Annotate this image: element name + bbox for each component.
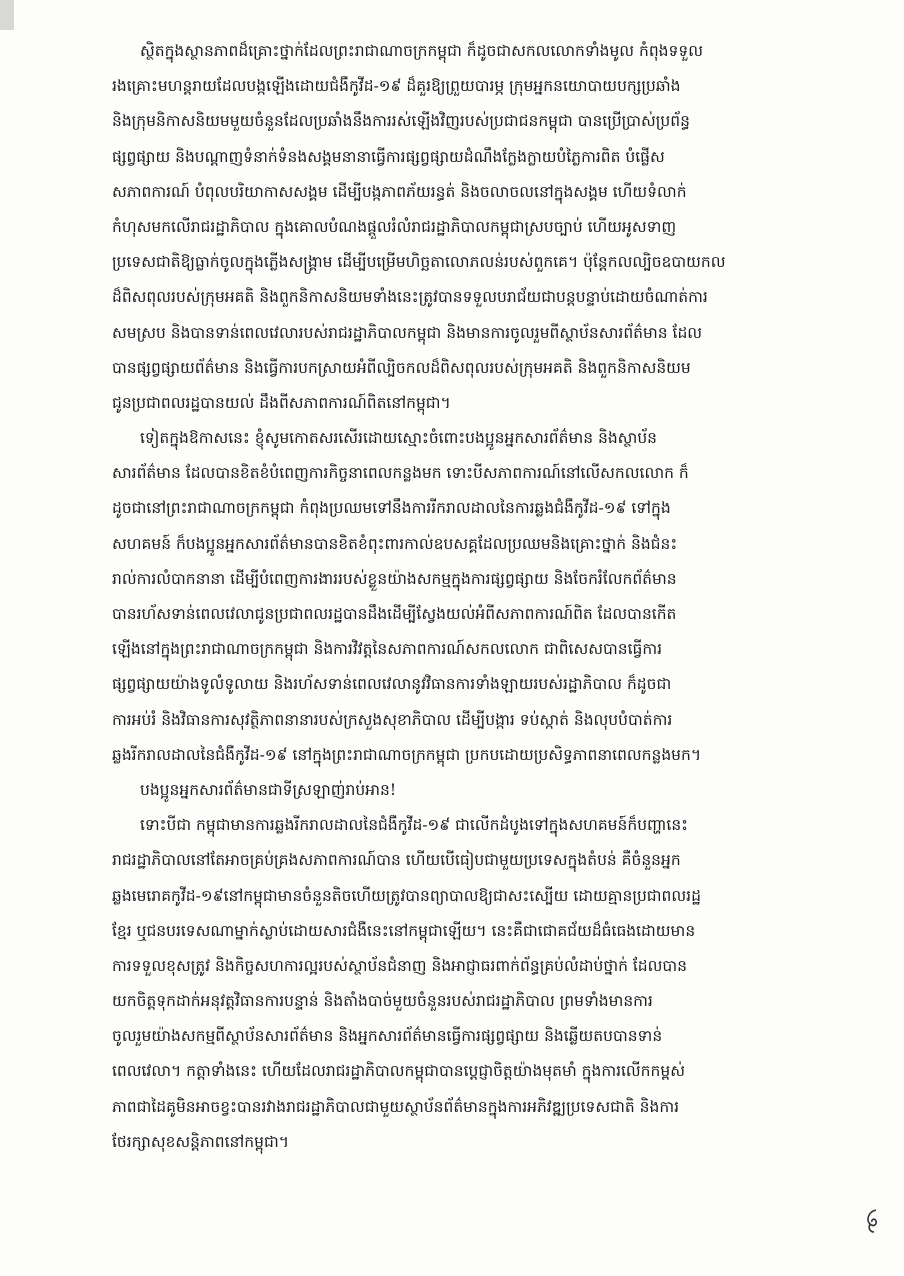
- paragraph-line: ភាពជាដៃគូមិនអាចខ្វះបានរវាងរាជរដ្ឋាភិបាលជាមួយស្ថាប័នព័ត៌មានក្នុងការអភិវឌ្ឍប្រទេសជាតិ និងការ: [112, 1097, 680, 1116]
- paragraph-line: បានផ្សព្វផ្សាយព័ត៌មាន និងធ្វើការបកស្រាយអំពីល្បិចកលដ៏ពិសពុលរបស់ក្រុមអគតិ និងពួកនិកាសនិយម: [112, 358, 691, 377]
- paragraph-line: ទៀតក្នុងឱកាសនេះ ខ្ញុំសូមកោតសរសើរដោយស្មោះចំពោះបងប្អូនអ្នកសារព័ត៌មាន និងស្ថាប័ន: [140, 429, 658, 448]
- paragraph-line: សារព័ត៌មាន ដែលបានខិតខំបំពេញការកិច្ចនាពេលកន្លងមក ទោះបីសភាពការណ៍នៅលើសកលលោក ក៏: [112, 464, 689, 483]
- salutation-line: បងប្អូនអ្នកសារព័ត៌មានជាទីស្រឡាញ់រាប់អាន!: [140, 780, 397, 799]
- paragraph-line: ពេលវេលា។ កត្តាទាំងនេះ ហើយដែលរាជរដ្ឋាភិបាលកម្ពុជាបានប្តេជ្ញាចិត្តយ៉ាងមុតមាំ ក្នុងការលើកកម្ពស់: [112, 1062, 685, 1081]
- paragraph-line: ឡើងនៅក្នុងព្រះរាជាណាចក្រកម្ពុជា និងការវិវត្តនៃសភាពការណ៍សកលលោក ជាពិសេសបានធ្វើការ: [112, 640, 663, 659]
- paragraph-line: ឆ្លងមេរោគកូវីដ-១៩នៅកម្ពុជាមានចំនួនតិចហើយត្រូវបានព្យាបាលឱ្យជាសះស្បើយ ដោយគ្មានប្រជាពលរដ្ឋ: [112, 886, 701, 905]
- salutation: [112, 773, 838, 808]
- scan-edge-mark: [0, 0, 14, 30]
- paragraph-line: ស្ថិតក្នុងស្ថានភាពដ៏គ្រោះថ្នាក់ដែលព្រះរាជាណាចក្រកម្ពុជា ក៏ដូចជាសកលលោកទាំងមូល កំពុងទទួល: [140, 42, 703, 60]
- paragraph-line: ចូលរួមយ៉ាងសកម្មពីស្ថាប័នសារព័ត៌មាន និងអ្នកសារព័ត៌មានធ្វើការផ្សព្វផ្សាយ និងឆ្លើយតបបានទាន់: [112, 1027, 663, 1046]
- paragraph-line: រងគ្រោះមហន្តរាយដែលបង្កឡើងដោយជំងឺកូវីដ-១៩ ដ៏គួរឱ្យព្រួយបារម្ភ ក្រុមអ្នកនយោបាយបក្សប្រឆាំង: [112, 77, 681, 96]
- paragraph-line: សភាពការណ៍ បំពុលបរិយាកាសសង្គម ដើម្បីបង្កភាពភ័យរន្ធត់ និងចលាចលនៅក្នុងសង្គម ហើយទំលាក់: [112, 182, 687, 201]
- paragraph-line: សហគមន៍ ក៏បងប្អូនអ្នកសារព័ត៌មានបានខិតខំពុះពារកាល់ឧបសគ្គដែលប្រឈមនិងគ្រោះថ្នាក់ និងជំនះ: [112, 534, 678, 553]
- paragraph-line: ថែរក្សាសុខសន្តិភាពនៅកម្ពុជា។: [112, 1132, 289, 1151]
- paragraph-line: សមស្រប និងបានទាន់ពេលវេលារបស់រាជរដ្ឋាភិបាលកម្ពុជា និងមានការចូលរួមពីស្ថាប័នសារព័ត៌មាន ដែល: [112, 323, 703, 342]
- paragraph-line: កំហុសមកលើរាជរដ្ឋាភិបាល ក្នុងគោលបំណងផ្តួលរំលំរាជរដ្ឋាភិបាលកម្ពុជាស្របច្បាប់ ហើយអូសទាញ: [112, 217, 677, 236]
- paragraph-line: និងក្រុមនិកាសនិយមមួយចំនួនដែលប្រឆាំងនឹងការរស់ឡើងវិញរបស់ប្រជាជនកម្ពុជា បានប្រើប្រាស់ប្រព័ន្ធ: [112, 112, 690, 131]
- paragraph-line: បានរហ័សទាន់ពេលវេលាជូនប្រជាពលរដ្ឋបានដឹងដើម្បីស្វែងយល់អំពីសភាពការណ៍ពិត ដែលបានកើត: [112, 605, 677, 623]
- paragraph-line: រាជរដ្ឋាភិបាលនៅតែអាចគ្រប់គ្រងសភាពការណ៍បាន ហើយបើធៀបជាមួយប្រទេសក្នុងតំបន់ គឺចំនួនអ្នក: [112, 851, 681, 870]
- paragraph-4: [112, 808, 838, 1160]
- paragraph-line: ផ្សព្វផ្សាយយ៉ាងទូលំទូលាយ និងរហ័សទាន់ពេលវេលានូវវិធានការទាំងឡាយរបស់រដ្ឋាភិបាល ក៏ដូចជា: [112, 675, 672, 694]
- document-body: [112, 34, 838, 1160]
- paragraph-line: ការអប់រំ និងវិធានការសុវត្ថិភាពនានារបស់ក្រសួងសុខាភិបាល ដើម្បីបង្ការ ទប់ស្កាត់ និងលុបបំបាត់ការ: [112, 710, 673, 729]
- paragraph-line: ការទទួលខុសត្រូវ និងកិច្ចសហការល្អរបស់ស្ថាប័នជំនាញ និងអាជ្ញាធរពាក់ព័ន្ធគ្រប់លំដាប់ថ្នាក់ ដែលបាន: [112, 956, 687, 975]
- paragraph-line: ផ្សព្វផ្សាយ និងបណ្តាញទំនាក់ទំនងសង្គមនានាធ្វើការផ្សព្វផ្សាយដំណឹងក្លែងក្លាយបំភ្លៃការពិត បំផ្លើស: [112, 147, 665, 166]
- initial-mark-icon: [864, 1208, 880, 1240]
- paragraph-line: ខ្មែរ ឬជនបរទេសណាម្នាក់ស្លាប់ដោយសារជំងឺនេះនៅកម្ពុជាឡើយ។ នេះគឺជាជោគជ័យដ៏ធំធេងដោយមាន: [112, 921, 696, 940]
- paragraph-line: ដ៏ពិសពុលរបស់ក្រុមអគតិ និងពួកនិកាសនិយមទាំងនេះត្រូវបានទទួលបរាជ័យជាបន្តបន្ទាប់ដោយចំណាត់ការ: [112, 288, 708, 307]
- paragraph-line: ឆ្លងរីករាលដាលនៃជំងឺកូវីដ-១៩ នៅក្នុងព្រះរាជាណាចក្រកម្ពុជា ប្រកបដោយប្រសិទ្ធភាពនាពេលកន្លងមក។: [112, 745, 702, 764]
- paragraph-line: ទោះបីជា កម្ពុជាមានការឆ្លងរីករាលដាលនៃជំងឺកូវីដ-១៩ ជាលើកដំបូងទៅក្នុងសហគមន៍ក៏បញ្ហានេះ: [140, 816, 688, 835]
- paragraph-line: ប្រទេសជាតិឱ្យធ្លាក់ចូលក្នុងភ្លើងសង្គ្រាម ដើម្បីបម្រើមហិច្ឆតាលោភលន់របស់ពួកគេ។ ប៉ុន្តែកលល្បិចឧបាយកល: [112, 253, 726, 272]
- paragraph-line: ដូចជានៅព្រះរាជាណាចក្រកម្ពុជា កំពុងប្រឈមទៅនឹងការរីករាលដាលនៃការឆ្លងជំងឺកូវីដ-១៩ ទៅក្នុង: [112, 499, 671, 518]
- paragraph-line: យកចិត្តទុកដាក់អនុវត្តវិធានការបន្ទាន់ និងតាំងបាច់មួយចំនួនរបស់រាជរដ្ឋាភិបាល ព្រមទាំងមានការ: [112, 992, 653, 1011]
- paragraph-line: រាល់ការលំបាកនានា ដើម្បីបំពេញការងាររបស់ខ្លួនយ៉ាងសកម្មក្នុងការផ្សព្វផ្សាយ និងចែករំលែកព័ត៌មាន: [112, 569, 677, 588]
- paragraph-2: [112, 421, 838, 773]
- paragraph-1: [112, 34, 838, 421]
- paragraph-line: ជូនប្រជាពលរដ្ឋបានយល់ ដឹងពីសភាពការណ៍ពិតនៅកម្ពុជា។: [112, 393, 451, 412]
